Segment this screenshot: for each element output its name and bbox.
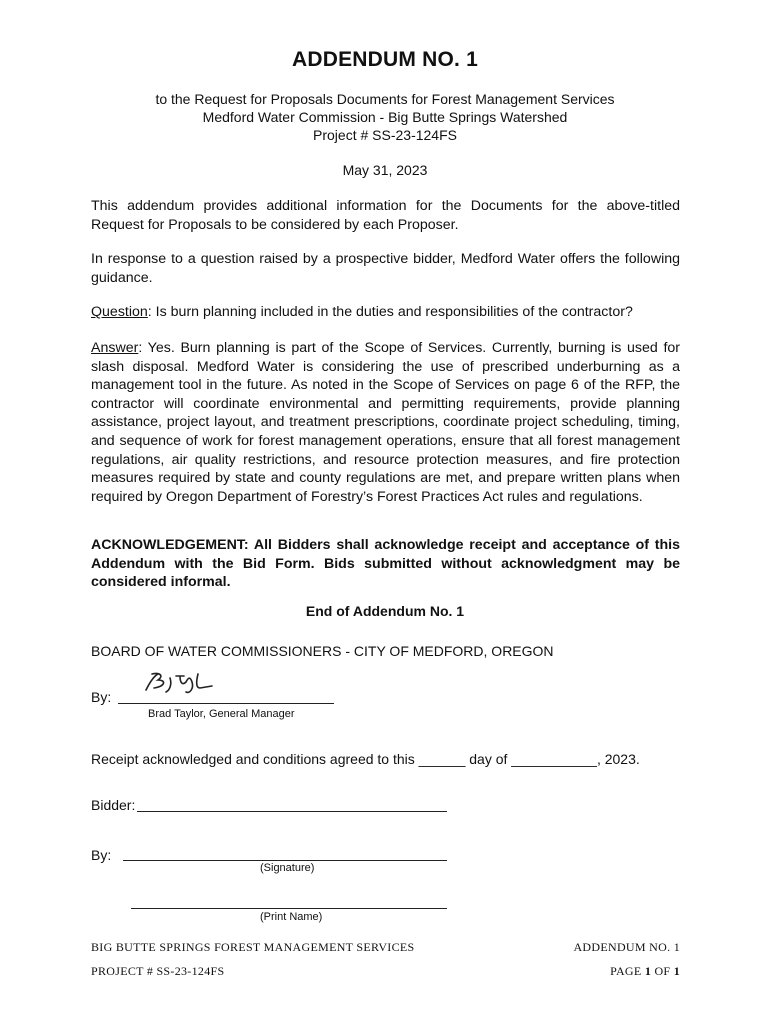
footer-project-name: BIG BUTTE SPRINGS FOREST MANAGEMENT SERVICES [91, 940, 415, 954]
bidder-signature-line[interactable] [123, 860, 447, 861]
document-title: ADDENDUM NO. 1 [292, 48, 478, 71]
footer-page-prefix: PAGE [610, 964, 645, 978]
receipt-acknowledgement: Receipt acknowledged and conditions agreed to this ______ day of ___________, 2023. [91, 751, 640, 767]
subtitle-line-2: Medford Water Commission - Big Butte Springs Watershed [202, 109, 568, 125]
footer-page-of: OF [651, 964, 674, 978]
manager-signature-line [118, 703, 334, 704]
print-name-line[interactable] [131, 908, 447, 909]
subtitle-line-3: Project # SS-23-124FS [313, 127, 457, 143]
bidder-by-label: By: [91, 847, 112, 863]
subtitle-line-1: to the Request for Proposals Documents for Forest Management Services [155, 91, 615, 107]
footer-addendum-number: ADDENDUM NO. 1 [573, 940, 680, 954]
answer-label: Answer [91, 340, 139, 356]
by-label: By: [91, 689, 112, 705]
acknowledgement-paragraph: ACKNOWLEDGEMENT: All Bidders shall acknowledge receipt and acceptance of this Addendum with the Bid Form. Bids submitted without acknowledgment may be considered informal. [91, 537, 680, 591]
document-date: May 31, 2023 [342, 162, 428, 178]
question-text: : Is burn planning included in the duties and responsibilities of the contractor? [147, 304, 633, 320]
board-heading: BOARD OF WATER COMMISSIONERS - CITY OF MEDFORD, OREGON [91, 643, 554, 659]
answer-paragraph [91, 339, 680, 506]
signer-name: Brad Taylor, General Manager [148, 708, 295, 720]
footer-page-total: 1 [673, 964, 680, 978]
intro-paragraph: This addendum provides additional information for the Documents for the above-titled Request for Proposals to be considered by each Proposer. [91, 198, 680, 233]
signature-caption: (Signature) [260, 862, 315, 874]
end-of-addendum: End of Addendum No. 1 [305, 603, 465, 619]
footer-project-number: PROJECT # SS-23-124FS [91, 964, 225, 978]
print-name-caption: (Print Name) [260, 911, 323, 923]
answer-text: : Yes. Burn planning is part of the Scope of Services. Currently, burning is used for slash disposal. Medford Water is considering the use of prescribed underburning as a management tool in the future. As noted in the Scope of Services on page 6 of the RFP, the contractor will coordinate environmental and permitting requirements, provide planning assistance, project layout, and treatment prescriptions, coordinate project scheduling, timing, and sequence of work for forest management operations, ensure that all forest management regulations, air quality restrictions, and resource protection measures, and fire protection measures required by state and county regulations are met, and prepare written plans when required by Oregon Department of Forestry’s Forest Practices Act rules and regulations. [91, 340, 680, 505]
question-paragraph [91, 303, 680, 322]
question-label: Question [91, 304, 148, 320]
handwritten-signature [140, 668, 230, 698]
response-paragraph: In response to a question raised by a prospective bidder, Medford Water offers the following guidance. [91, 251, 680, 286]
footer-page-number [610, 964, 680, 979]
bidder-label: Bidder: [91, 797, 136, 813]
bidder-name-line[interactable] [137, 811, 447, 812]
footer-page-current: 1 [644, 964, 652, 978]
